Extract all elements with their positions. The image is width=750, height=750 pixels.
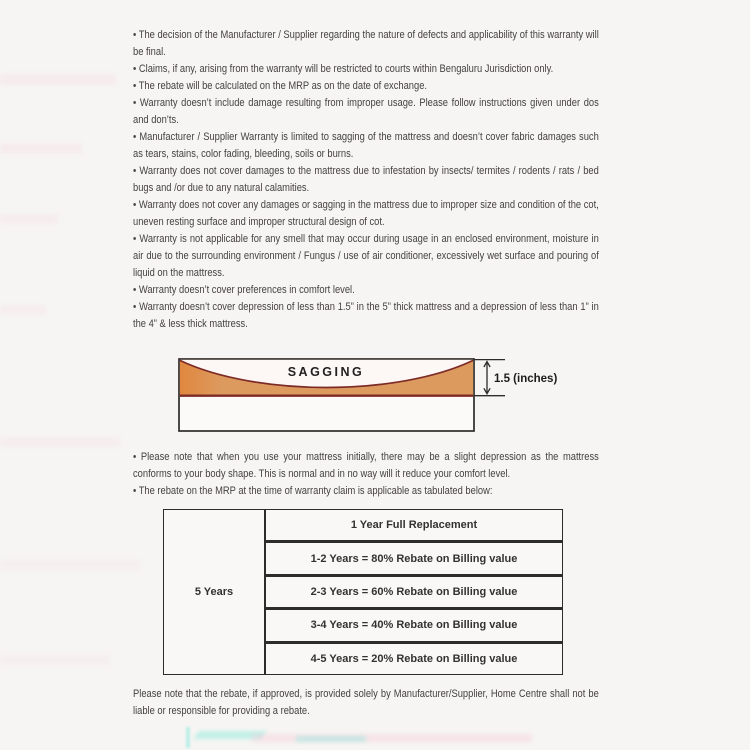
bullet-item: • Please note that when you use your mattress initially, there may be a slight depression as the mattress conforms to your body shape. This is normal and in no way will it reduce your comfort level.	[133, 451, 599, 480]
post-diagram-notes	[133, 449, 599, 500]
rebate-rows	[266, 510, 562, 674]
table-row: 1 Year Full Replacement	[350, 519, 478, 532]
bullet-item: • The rebate on the MRP at the time of warranty claim is applicable as tabulated below:	[133, 485, 493, 497]
watermark-artifact	[0, 143, 82, 154]
bullet-item: • Manufacturer / Supplier Warranty is limited to sagging of the mattress and doesn’t cover fabric damages such as tears, stains, color fading, bleeding, soils or burns.	[133, 131, 599, 160]
bullet-item: • Warranty is not applicable for any smell that may occur during usage in an enclosed environment, moisture in air due to the surrounding environment / Fungus / use of air conditioner, excessively wet surface and pouring of liquid on the mattress.	[133, 233, 599, 279]
mattress-sagging-illustration	[178, 357, 578, 435]
dimension-label: 1.5 (inches)	[494, 373, 558, 385]
bullet-item: • Warranty doesn’t include damage resulting from improper usage. Please follow instructions given under dos and don’ts.	[133, 97, 599, 126]
bullet-item: • Warranty does not cover any damages or sagging in the mattress due to improper size and condition of the cot, uneven resting surface and improper structural design of cot.	[133, 199, 599, 228]
bullet-item: • The decision of the Manufacturer / Supplier regarding the nature of defects and applicability of this warranty will be final.	[133, 29, 599, 58]
watermark-artifact	[296, 736, 366, 742]
footer-note	[133, 686, 599, 720]
table-row: 3-4 Years = 40% Rebate on Billing value	[266, 607, 562, 640]
warranty-bullet-list	[133, 27, 599, 333]
watermark-artifact	[252, 734, 532, 742]
bullet-item: • Warranty doesn’t cover depression of less than 1.5” in the 5” thick mattress and a depression of less than 1” in the 4” & less thick mattress.	[133, 301, 599, 330]
watermark-artifact	[0, 437, 120, 447]
sagging-label: SAGGING	[287, 365, 365, 379]
table-row: 2-3 Years = 60% Rebate on Billing value	[266, 574, 562, 607]
bullet-item: • Claims, if any, arising from the warranty will be restricted to courts within Bengaluru Jurisdiction only.	[133, 63, 554, 75]
bullet-item: • The rebate will be calculated on the MRP as on the date of exchange.	[133, 80, 428, 92]
table-row: 4-5 Years = 20% Rebate on Billing value	[266, 641, 562, 674]
bullet-item: • Warranty doesn’t cover preferences in comfort level.	[133, 284, 355, 296]
watermark-artifact	[0, 305, 46, 315]
watermark-artifact	[0, 214, 58, 224]
watermark-artifact	[0, 655, 110, 665]
watermark-artifact	[0, 74, 116, 85]
bullet-item: • Warranty does not cover damages to the mattress due to infestation by insects/ termites / rodents / rats / bed bugs and /or due to any natural calamities.	[133, 165, 599, 194]
watermark-artifact	[194, 731, 266, 739]
rebate-table	[163, 509, 563, 675]
watermark-artifact	[186, 727, 190, 748]
warranty-period-cell: 5 Years	[164, 510, 266, 674]
watermark-artifact	[0, 560, 140, 570]
sagging-diagram	[178, 357, 578, 440]
footer-text: Please note that the rebate, if approved, is provided solely by Manufacturer/Supplier, Home Centre shall not be liable or responsible for providing a rebate.	[133, 688, 599, 717]
table-row: 1-2 Years = 80% Rebate on Billing value	[266, 540, 562, 573]
